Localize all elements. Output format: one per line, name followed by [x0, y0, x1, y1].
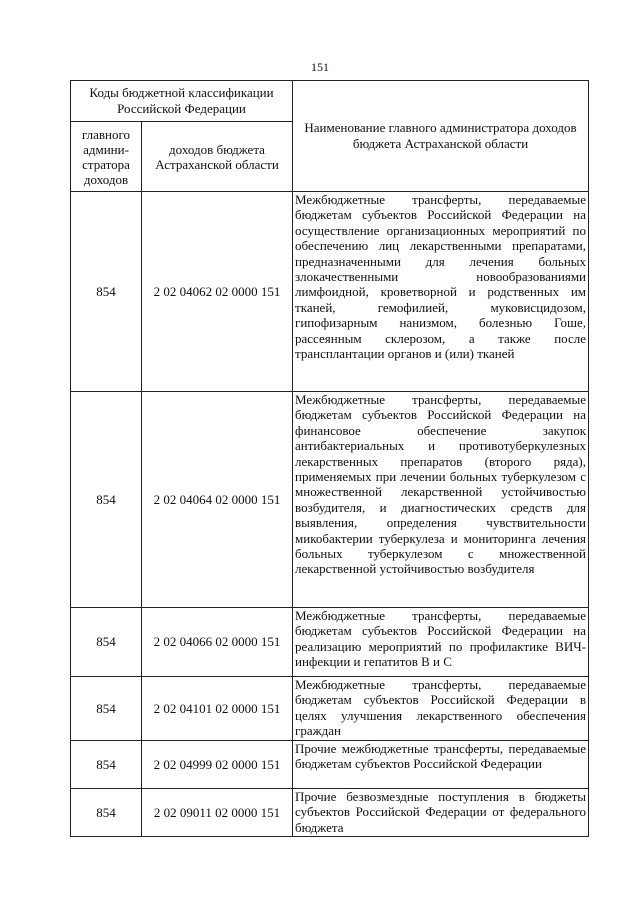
description-cell: Межбюджетные трансферты, передаваемые бюджетам субъектов Российской Федерации в целях улучшения лекарственного обеспечения граждан: [293, 677, 589, 741]
table-row: [71, 677, 589, 741]
description-cell: Прочие межбюджетные трансферты, передаваемые бюджетам субъектов Российской Федерации: [293, 741, 589, 789]
table-row: [71, 789, 589, 837]
table-row: [71, 392, 589, 608]
page-number: 151: [311, 60, 329, 74]
admin-code-cell: 854: [71, 789, 142, 837]
income-code-cell: 2 02 04066 02 0000 151: [142, 608, 293, 677]
budget-classification-table: [70, 80, 589, 837]
header-row-group: [71, 81, 589, 122]
header-administrator-name: Наименование главного администратора доходов бюджета Астраханской области: [293, 81, 589, 192]
table-row: [71, 741, 589, 789]
header-income-code: доходов бюджета Астраханской области: [142, 122, 293, 192]
description-cell: Межбюджетные трансферты, передаваемые бюджетам субъектов Российской Федерации на реализацию мероприятий по профилактике ВИЧ-инфекции и гепатитов В и С: [293, 608, 589, 677]
income-code-cell: 2 02 04999 02 0000 151: [142, 741, 293, 789]
admin-code-cell: 854: [71, 192, 142, 392]
table-row: [71, 608, 589, 677]
description-cell: Межбюджетные трансферты, передаваемые бюджетам субъектов Российской Федерации на финансовое обеспечение закупок антибактериальных и противотуберкулезных лекарственных препаратов (второго ряда), применяемых при лечении больных туберкулезом с множественной лекарственной устойчивостью возбудителя, и диагностических средств для выявления, определения чувствительности микобактерии туберкулеза и мониторинга лечения больных туберкулезом с множественной лекарственной устойчивостью возбудителя: [293, 392, 589, 608]
admin-code-cell: 854: [71, 677, 142, 741]
income-code-cell: 2 02 09011 02 0000 151: [142, 789, 293, 837]
admin-code-cell: 854: [71, 608, 142, 677]
header-budget-classification-codes: Коды бюджетной классификации Российской Федерации: [71, 81, 293, 122]
table-row: [71, 192, 589, 392]
income-code-cell: 2 02 04062 02 0000 151: [142, 192, 293, 392]
description-cell: Прочие безвозмездные поступления в бюджеты субъектов Российской Федерации от федерального бюджета: [293, 789, 589, 837]
header-admin-code: главного админи-стратора доходов: [71, 122, 142, 192]
income-code-cell: 2 02 04064 02 0000 151: [142, 392, 293, 608]
description-cell: Межбюджетные трансферты, передаваемые бюджетам субъектов Российской Федерации на осуществление организационных мероприятий по обеспечению лиц лекарственными препаратами, предназначенными для лечения больных злокачественными новообразованиями лимфоидной, кроветворной и родственных им тканей, гемофилией, муковисцидозом, гипофизарным нанизмом, болезнью Гоше, рассеянным склерозом, а также после трансплантации органов и (или) тканей: [293, 192, 589, 392]
admin-code-cell: 854: [71, 392, 142, 608]
admin-code-cell: 854: [71, 741, 142, 789]
income-code-cell: 2 02 04101 02 0000 151: [142, 677, 293, 741]
